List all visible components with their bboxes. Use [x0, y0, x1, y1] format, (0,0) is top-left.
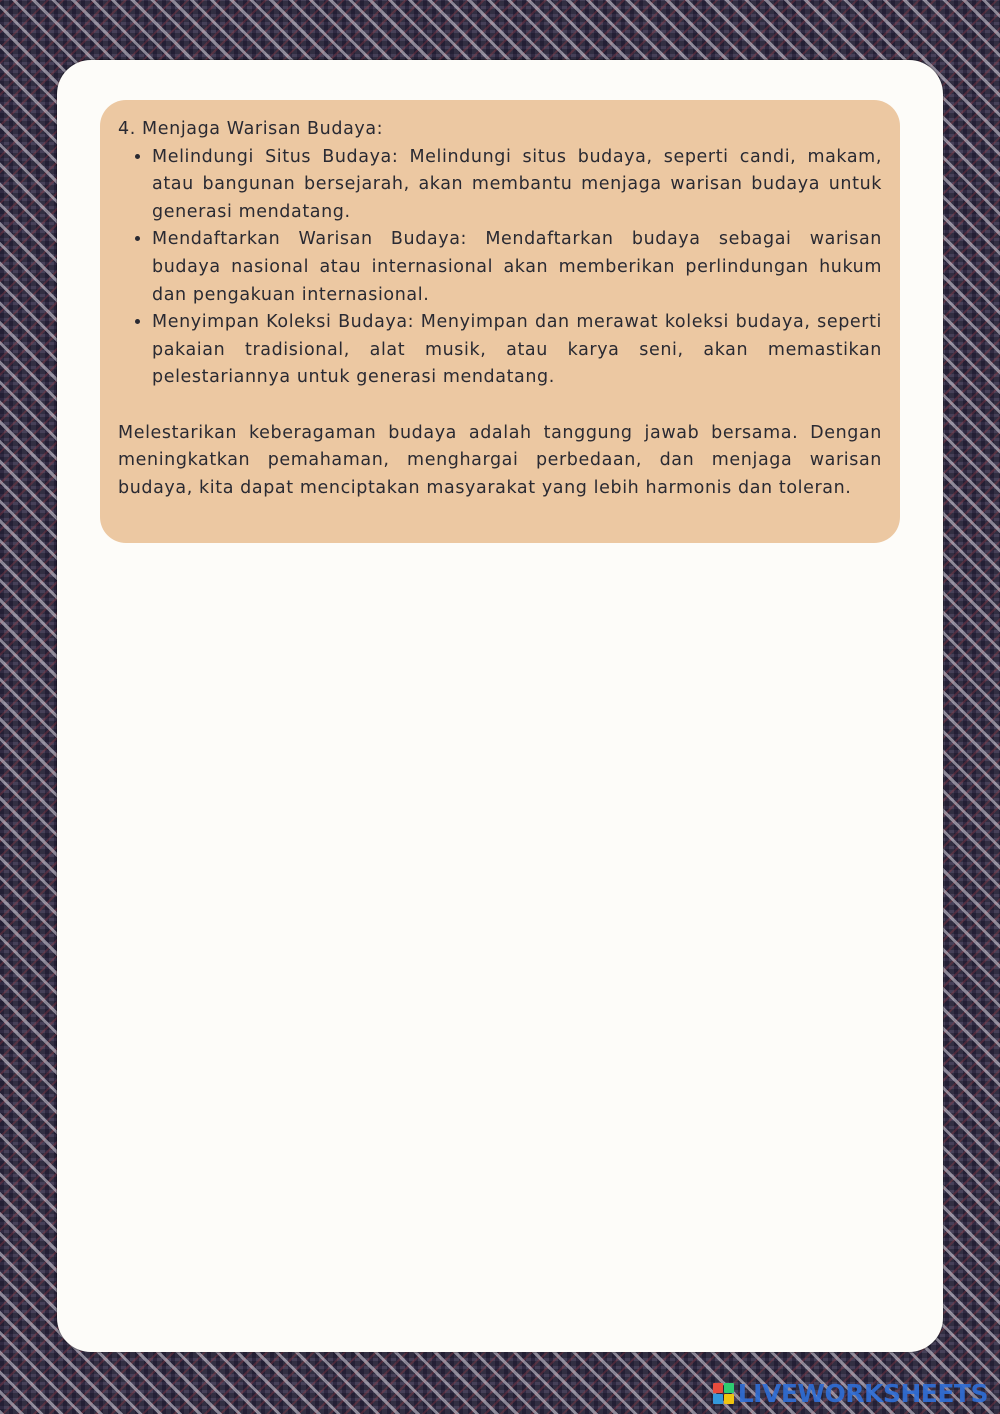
liveworksheets-logo	[713, 1380, 988, 1406]
list-item: • Melindungi Situs Budaya: Melindungi situs budaya, seperti candi, makam, atau bangunan bersejarah, akan membantu menjaga warisan budaya untuk generasi mendatang.	[152, 144, 882, 227]
logo-square	[713, 1383, 723, 1393]
list-item: • Mendaftarkan Warisan Budaya: Mendaftarkan budaya sebagai warisan budaya nasional atau internasional akan memberikan perlindungan hukum dan pengakuan internasional.	[152, 226, 882, 309]
closing-paragraph: Melestarikan keberagaman budaya adalah tanggung jawab bersama. Dengan meningkatkan pemahaman, menghargai perbedaan, dan menjaga warisan budaya, kita dapat menciptakan masyarakat yang lebih harmonis dan toleran.	[118, 422, 882, 498]
logo-square	[713, 1394, 723, 1404]
bullet-list	[118, 144, 882, 392]
logo-square	[724, 1394, 734, 1404]
content-card	[100, 100, 900, 543]
logo-icon	[713, 1383, 734, 1404]
logo-square	[724, 1383, 734, 1393]
list-item: • Menyimpan Koleksi Budaya: Menyimpan dan merawat koleksi budaya, seperti pakaian tradisional, alat musik, atau karya seni, akan memastikan pelestariannya untuk generasi mendatang.	[152, 309, 882, 392]
section-heading: 4. Menjaga Warisan Budaya:	[118, 119, 384, 139]
worksheet-page	[57, 60, 943, 1352]
logo-text: LIVEWORKSHEETS	[737, 1378, 988, 1408]
